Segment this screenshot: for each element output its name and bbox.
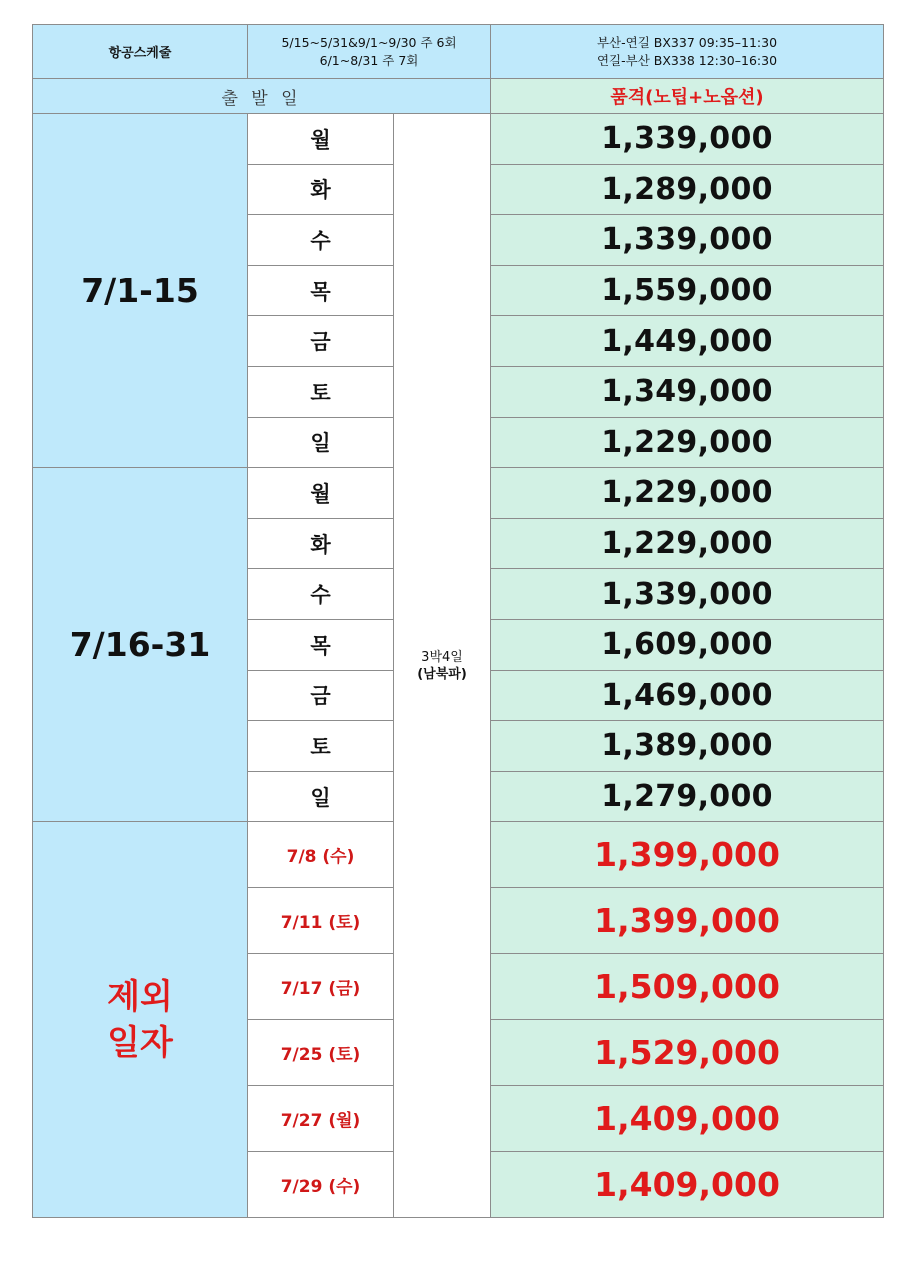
price-cell: 1,279,000 <box>491 771 884 822</box>
excluded-date-cell: 7/25 (토) <box>248 1020 394 1086</box>
trip-duration: 3박4일 <box>421 649 463 665</box>
excluded-price-cell: 1,409,000 <box>491 1086 884 1152</box>
price-cell: 1,559,000 <box>491 265 884 316</box>
weekday-cell: 목 <box>248 265 394 316</box>
excluded-price-cell: 1,509,000 <box>491 954 884 1020</box>
flight-times <box>491 25 884 79</box>
weekday-cell: 수 <box>248 215 394 266</box>
weekday-cell: 월 <box>248 468 394 519</box>
departure-date-label: 출 발 일 <box>33 79 491 114</box>
weekday-cell: 월 <box>248 114 394 165</box>
excluded-label-line-1: 제외 <box>107 976 173 1017</box>
flight-schedule-title: 항공스케줄 <box>33 25 248 79</box>
period-label: 7/1-15 <box>33 114 248 468</box>
excluded-date-cell: 7/17 (금) <box>248 954 394 1020</box>
weekday-cell: 목 <box>248 619 394 670</box>
trip-route: (남북파) <box>417 666 467 682</box>
weekday-cell: 수 <box>248 569 394 620</box>
weekday-cell: 금 <box>248 316 394 367</box>
schedule-line-1: 5/15~5/31&9/1~9/30 주 6회 <box>281 34 457 50</box>
price-cell: 1,349,000 <box>491 366 884 417</box>
schedule-line-2: 6/1~8/31 주 7회 <box>319 52 419 68</box>
excluded-dates-label <box>33 822 248 1218</box>
weekday-cell: 토 <box>248 721 394 772</box>
flight-line-1: 부산-연길 BX337 09:35–11:30 <box>596 34 778 50</box>
column-label-row <box>33 79 884 114</box>
excluded-price-cell: 1,399,000 <box>491 822 884 888</box>
price-schedule-table <box>32 24 884 1218</box>
weekday-cell: 화 <box>248 164 394 215</box>
price-cell: 1,229,000 <box>491 468 884 519</box>
excluded-label-line-2: 일자 <box>107 1022 173 1063</box>
period-label: 7/16-31 <box>33 468 248 822</box>
weekday-cell: 일 <box>248 771 394 822</box>
excluded-date-cell: 7/27 (월) <box>248 1086 394 1152</box>
excluded-price-cell: 1,409,000 <box>491 1152 884 1218</box>
table-row <box>33 114 884 165</box>
weekday-cell: 금 <box>248 670 394 721</box>
price-cell: 1,469,000 <box>491 670 884 721</box>
flight-line-2: 연길-부산 BX338 12:30–16:30 <box>596 52 778 68</box>
price-cell: 1,339,000 <box>491 114 884 165</box>
excluded-date-cell: 7/11 (토) <box>248 888 394 954</box>
price-cell: 1,609,000 <box>491 619 884 670</box>
price-cell: 1,339,000 <box>491 215 884 266</box>
trip-duration-cell <box>394 114 491 1218</box>
price-cell: 1,229,000 <box>491 417 884 468</box>
weekday-cell: 일 <box>248 417 394 468</box>
price-cell: 1,339,000 <box>491 569 884 620</box>
header-row <box>33 25 884 79</box>
schedule-frequency <box>248 25 491 79</box>
price-cell: 1,449,000 <box>491 316 884 367</box>
excluded-price-cell: 1,529,000 <box>491 1020 884 1086</box>
price-cell: 1,389,000 <box>491 721 884 772</box>
price-cell: 1,229,000 <box>491 518 884 569</box>
excluded-date-cell: 7/8 (수) <box>248 822 394 888</box>
weekday-cell: 토 <box>248 366 394 417</box>
price-rows <box>33 114 884 1218</box>
weekday-cell: 화 <box>248 518 394 569</box>
excluded-date-cell: 7/29 (수) <box>248 1152 394 1218</box>
excluded-price-cell: 1,399,000 <box>491 888 884 954</box>
price-column-label: 품격(노팁+노옵션) <box>491 79 884 114</box>
price-cell: 1,289,000 <box>491 164 884 215</box>
